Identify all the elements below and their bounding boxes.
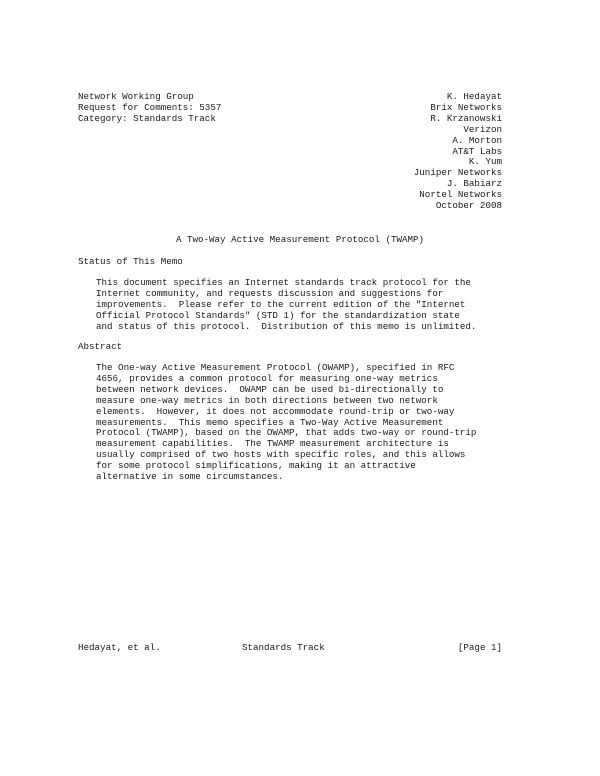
paragraph-line: improvements. Please refer to the current edition of the "Internet	[96, 298, 466, 310]
author-affiliation: Brix Networks	[430, 101, 502, 113]
paragraph-line: elements. However, it does not accommodate round-trip or two-way	[96, 405, 455, 417]
paragraph-line: The One-way Active Measurement Protocol (OWAMP), specified in RFC	[96, 362, 455, 373]
abstract-heading: Abstract	[78, 341, 123, 352]
paragraph-line: Internet community, and requests discussion and suggestions for	[96, 287, 444, 299]
document-title: A Two-Way Active Measurement Protocol (TWAMP)	[175, 234, 425, 245]
paragraph-line: measure one-way metrics in both directions between two network	[96, 394, 438, 406]
author-name: R. Krzanowski	[430, 112, 502, 124]
paragraph-line: This document specifies an Internet standards track protocol for the	[96, 277, 471, 288]
paragraph-line: alternative in some circumstances.	[96, 471, 284, 483]
author-affiliation: AT&T Labs	[452, 145, 502, 157]
paragraph-line: Official Protocol Standards" (STD 1) for the standardization state	[96, 309, 460, 321]
status-paragraph	[96, 278, 516, 333]
paragraph-line: Protocol (TWAMP), based on the OWAMP, that adds two-way or round-trip	[96, 427, 477, 439]
author-affiliation: Juniper Networks	[413, 167, 502, 179]
status-heading: Status of This Memo	[78, 256, 183, 267]
paragraph-line: and status of this protocol. Distribution of this memo is unlimited.	[96, 320, 477, 332]
paragraph-line: usually comprised of two hosts with specific roles, and this allows	[96, 449, 466, 461]
author-name: K. Yum	[468, 156, 502, 168]
working-group: Network Working Group	[78, 91, 194, 102]
publication-date: October 2008	[435, 200, 502, 212]
page-footer	[78, 643, 502, 654]
author-name: A. Morton	[452, 134, 502, 146]
header-left-block	[78, 92, 221, 125]
paragraph-line: between network devices. OWAMP can be used bi-directionally to	[96, 383, 444, 395]
author-name: J. Babiarz	[446, 178, 502, 190]
footer-category: Standards Track	[242, 642, 325, 653]
footer-page-number: [Page 1]	[457, 642, 502, 653]
author-name: K. Hedayat	[446, 91, 502, 102]
header-authors-block	[414, 92, 502, 212]
paragraph-line: measurements. This memo specifies a Two-Way Active Measurement	[96, 416, 444, 428]
rfc-number: Request for Comments: 5357	[78, 101, 222, 113]
abstract-paragraph	[96, 363, 516, 483]
paragraph-line: measurement capabilities. The TWAMP measurement architecture is	[96, 438, 449, 450]
author-affiliation: Nortel Networks	[419, 189, 502, 201]
author-affiliation: Verizon	[463, 123, 502, 135]
footer-authors: Hedayat, et al.	[78, 642, 161, 653]
category: Category: Standards Track	[78, 112, 216, 124]
paragraph-line: for some protocol simplifications, making it an attractive	[96, 460, 416, 472]
paragraph-line: 4656, provides a common protocol for measuring one-way metrics	[96, 372, 438, 384]
